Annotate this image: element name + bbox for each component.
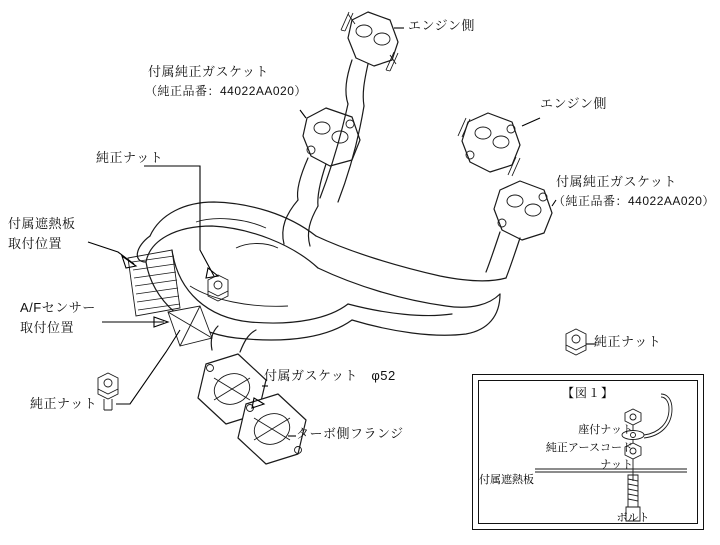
turbo-flange-assembly: [198, 326, 306, 464]
inset-label-bolt: ボルト: [616, 512, 650, 524]
label-engine-side-2: エンジン側: [540, 96, 607, 111]
inset-label-nut: ナット: [600, 459, 633, 471]
stock-nut-upper: [208, 275, 228, 301]
stock-nut-right: [566, 329, 586, 355]
label-af-sensor-line2: 取付位置: [20, 320, 75, 335]
label-stock-gasket-2-line2: （純正品番：44022AA020）: [553, 194, 715, 208]
af-sensor-boss: [168, 306, 212, 346]
label-stock-gasket-1-line1: 付属純正ガスケット: [148, 64, 269, 79]
inset-title: 【図１】: [561, 386, 614, 400]
label-stock-nut-3: 純正ナット: [594, 334, 662, 349]
label-included-gasket: 付属ガスケット φ52: [264, 368, 396, 383]
inset-label-heat-shield: 付属遮熱板: [479, 474, 534, 486]
flange-gasket-left: [297, 108, 360, 206]
inset-figure-1: [472, 374, 704, 530]
label-heat-shield-line1: 付属遮熱板: [8, 216, 76, 231]
heat-shield-hatch-area: [128, 250, 180, 316]
inset-label-seat-nut: 座付ナット: [578, 424, 633, 436]
flange-upper-left: [346, 12, 398, 106]
label-stock-nut-2: 純正ナット: [30, 396, 98, 411]
label-stock-nut-1: 純正ナット: [96, 150, 164, 165]
label-stock-gasket-2-line1: 付属純正ガスケット: [556, 174, 677, 189]
label-af-sensor-line1: A/Fセンサー: [20, 300, 96, 315]
flange-upper-right: [458, 113, 520, 176]
label-heat-shield-line2: 取付位置: [8, 236, 63, 251]
inset-label-ground-cord: 純正アースコード: [545, 442, 633, 454]
label-engine-side-1: エンジン側: [408, 18, 475, 33]
label-turbo-flange: ターボ側フランジ: [296, 426, 404, 441]
flange-lower-right: [486, 181, 552, 278]
stock-nut-left: [98, 373, 118, 410]
label-stock-gasket-1-line2: （純正品番：44022AA020）: [145, 84, 307, 98]
